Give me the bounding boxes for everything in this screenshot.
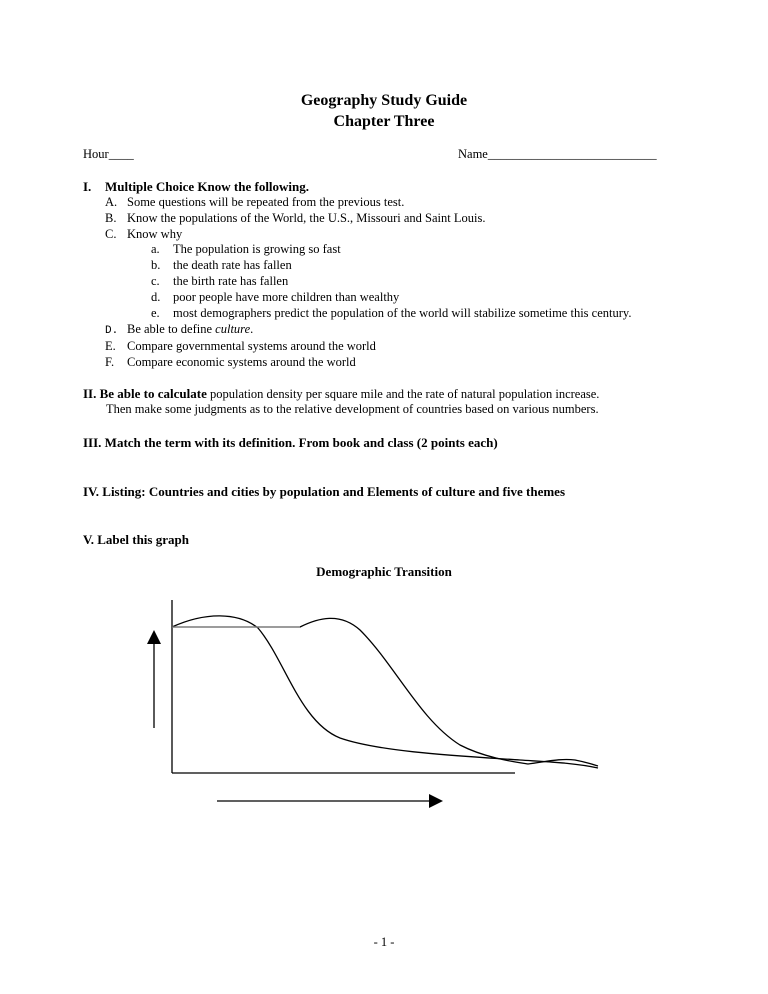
- item-label: F.: [105, 355, 115, 369]
- page-number: - 1 -: [373, 935, 395, 949]
- up-arrow-head: [147, 630, 161, 644]
- item-text: Be able to define: [127, 322, 216, 336]
- subitem-text: poor people have more children than wealthy: [173, 290, 400, 304]
- item-end: .: [250, 322, 254, 336]
- item-emphasis: culture: [215, 322, 251, 336]
- section2-bold: II. Be able to calculate: [83, 386, 207, 401]
- subitem-label: d.: [151, 290, 161, 304]
- section2-text: population density per square mile and the rate of natural population increase.: [206, 387, 600, 401]
- death-rate-line: [172, 616, 598, 768]
- name-field: Name___________________________: [458, 147, 657, 161]
- birth-rate-line: [172, 618, 598, 766]
- item-label: E.: [105, 339, 116, 353]
- item-label: D.: [105, 325, 119, 337]
- subitem-label: e.: [151, 306, 160, 320]
- section2-line2: Then make some judgments as to the relative development of countries based on various numbers.: [106, 402, 599, 416]
- chart-title: Demographic Transition: [316, 564, 452, 579]
- section1-heading: Multiple Choice Know the following.: [105, 179, 310, 194]
- item-text: Know why: [127, 227, 183, 241]
- subitem-text: the birth rate has fallen: [173, 274, 289, 288]
- page-subtitle: Chapter Three: [333, 113, 435, 130]
- right-arrow-head: [429, 794, 443, 808]
- item-text: Compare economic systems around the world: [127, 355, 356, 369]
- section3: III. Match the term with its definition. From book and class (2 points each): [83, 435, 498, 450]
- item-text: Some questions will be repeated from the previous test.: [127, 195, 405, 209]
- subitem-text: most demographers predict the population of the world will stabilize sometime this century.: [173, 306, 632, 320]
- page-title: Geography Study Guide: [300, 92, 468, 109]
- item-label: C.: [105, 227, 117, 241]
- item-text: Compare governmental systems around the world: [127, 339, 376, 353]
- subitem-label: c.: [151, 274, 160, 288]
- subitem-text: the death rate has fallen: [173, 258, 292, 272]
- subitem-label: b.: [151, 258, 161, 272]
- item-label: A.: [105, 195, 118, 209]
- item-text: Know the populations of the World, the U.S., Missouri and Saint Louis.: [127, 211, 486, 225]
- hour-field: Hour____: [83, 147, 134, 161]
- subitem-text: The population is growing so fast: [173, 242, 341, 256]
- section5: V. Label this graph: [83, 532, 189, 547]
- section4: IV. Listing: Countries and cities by population and Elements of culture and five themes: [83, 484, 566, 499]
- subitem-label: a.: [151, 242, 160, 256]
- section1-number: I.: [83, 179, 92, 194]
- item-label: B.: [105, 211, 117, 225]
